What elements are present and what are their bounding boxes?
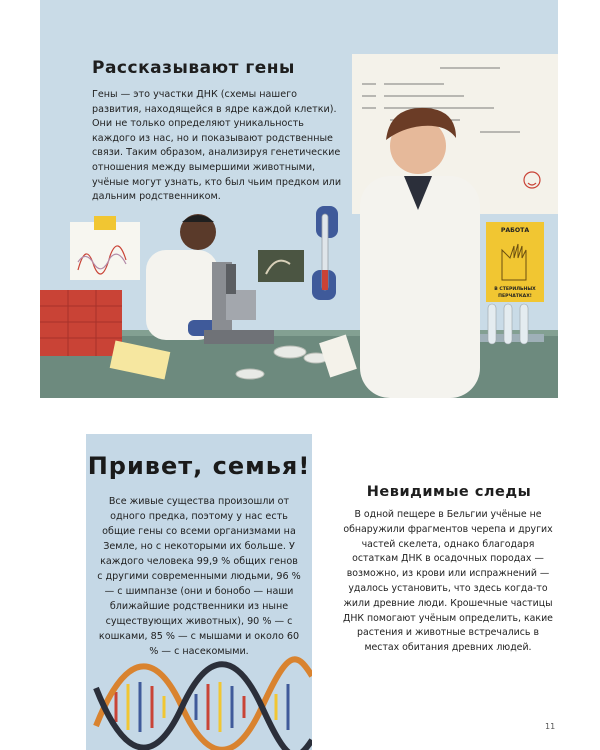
fossil-photo <box>258 250 304 282</box>
sign-line-3: ПЕРЧАТКАХ! <box>498 294 532 299</box>
section-body-traces: В одной пещере в Бельгии учёные не обнаружили фрагментов черепа и других частей скелета, однако благодаря остаткам ДНК в осадочных породах — возможно, из крови или испражнений — удалось установить, что здесь когда-то жили древние люди. Крошечные частицы ДНК помогают учёным определить, какие растения и животные встречались в местах обитания древних людей. <box>343 509 553 654</box>
test-tube-rack <box>480 304 544 344</box>
section-body-genes: Гены — это участки ДНК (схемы нашего развития, находящейся в ядре каждой клетки). Они не только определяют уникальность каждого из нас, но и показывают родственные связи. Таким образом, анализируя генетические отношения между вымершими животными, учёные могут узнать, кто был чьим предком или дальним родственником. <box>92 89 342 203</box>
section-title-family: Привет, семья! <box>87 452 311 480</box>
section-body-family: Все живые существа произошли от одного предка, поэтому у нас есть общие гены со всеми организмами на Земле, но с некоторыми их больше. У каждого человека 99,9 % общих генов с другими современными людьми, 96 % — с шимпанзе (они и бонобо — наши ближайшие родственники из ныне существующих животных), 90 % — с кошками, 85 % — с мышами и около 60 % — с насекомыми. <box>97 496 301 657</box>
page-number: 11 <box>545 722 556 731</box>
chart-card <box>70 222 140 280</box>
dna-helix-illustration <box>86 656 312 750</box>
section-title-genes: Рассказывают гены <box>92 58 295 78</box>
red-drawer-cabinet <box>40 290 122 356</box>
family-box <box>86 434 312 750</box>
sign-line-1: РАБОТА <box>500 227 530 234</box>
sign-line-2: В СТЕРИЛЬНЫХ <box>494 287 536 292</box>
sticky-note <box>94 216 116 230</box>
section-title-traces: Невидимые следы <box>366 484 532 500</box>
